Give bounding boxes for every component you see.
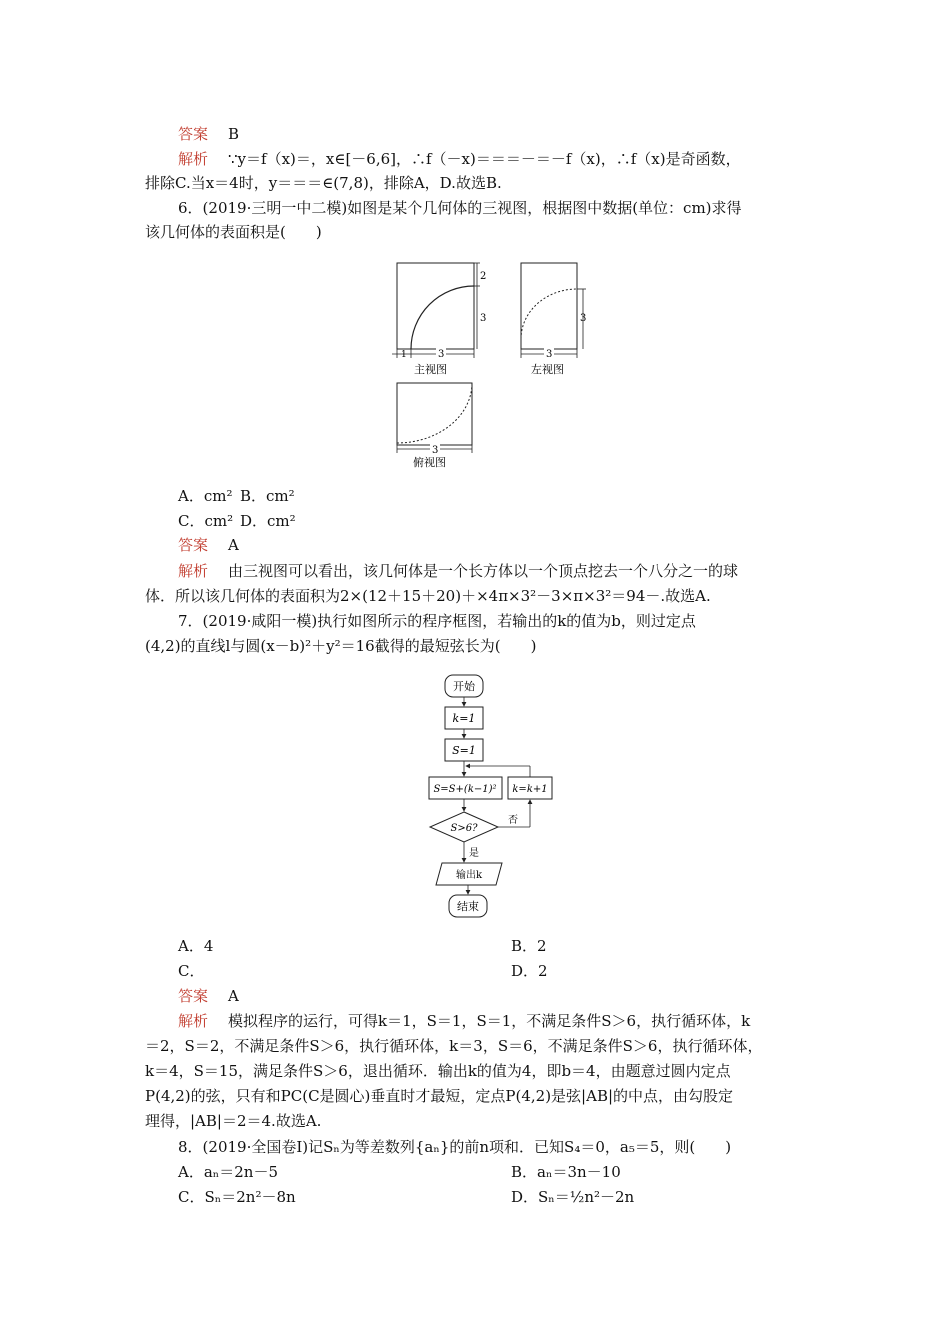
analysis-text: 排除C.当x＝4时，y＝＝＝∈(7,8)，排除A，D.故选B. [145,174,502,192]
answer-label: 答案 [178,125,209,143]
end-label: 结束 [457,900,479,913]
front-view [392,263,486,376]
option-b: B．2 [511,937,547,955]
output-label: 输出k [455,870,483,881]
answer-label: 答案 [178,987,209,1005]
dim-3-label: 3 [480,313,487,324]
option-d: D．cm² [240,512,296,530]
option-c: C． [178,962,205,980]
option-d: D．Sₙ＝½n²－2n [511,1188,635,1206]
dim-3-label: 3 [438,349,445,360]
update-k-label: k=k+1 [512,784,548,795]
left-view-label: 左视图 [531,363,564,376]
flowchart [420,670,570,925]
option-b: B．aₙ＝3n－10 [511,1163,621,1181]
option-d: D．2 [511,962,548,980]
dim-2-label: 2 [480,271,487,282]
question-text: 8．(2019·全国卷Ⅰ)记Sₙ为等差数列{aₙ}的前n项和．已知S₄＝0，a₅＝5，则( ) [178,1138,732,1156]
init-s-label: S=1 [452,744,476,757]
yes-label: 是 [469,848,479,859]
left-view [521,263,586,376]
analysis-text: k＝4，S＝15，满足条件S＞6，退出循环．输出k的值为4，即b＝4，由题意过圆内定点 [145,1062,731,1080]
answer-value: A [228,536,239,554]
update-s-label: S=S+(k−1)² [433,784,497,795]
option-c: C．Sₙ＝2n²－8n [178,1188,296,1206]
question-text: 该几何体的表面积是( ) [145,223,322,241]
question-text: 6．(2019·三明一中二模)如图是某个几何体的三视图，根据图中数据(单位：cm)求得 [178,199,742,217]
top-view-label: 俯视图 [413,456,446,469]
condition-label: S>6? [450,823,478,834]
init-k-label: k=1 [452,712,476,725]
front-view-label: 主视图 [414,363,447,376]
three-view-figure [380,255,600,470]
analysis-text: P(4,2)的弦，只有和PC(C是圆心)垂直时才最短，定点P(4,2)是弦|AB|的中点，由勾股定 [145,1087,734,1105]
dim-3-label: 3 [580,313,587,324]
option-b: B．cm² [240,487,295,505]
analysis-text: 体．所以该几何体的表面积为2×(12＋15＋20)＋×4π×3²－3×π×3²＝94－.故选A. [145,587,711,605]
start-label: 开始 [453,680,475,693]
analysis-text: 模拟程序的运行，可得k＝1，S＝1，S＝1，不满足条件S＞6，执行循环体，k [228,1012,751,1030]
answer-label: 答案 [178,536,209,554]
dim-3-label: 3 [432,445,439,456]
question-text: 7．(2019·咸阳一模)执行如图所示的程序框图，若输出的k的值为b，则过定点 [178,612,696,630]
analysis-text: 由三视图可以看出，该几何体是一个长方体以一个顶点挖去一个八分之一的球 [228,562,739,580]
analysis-label: 解析 [178,150,209,168]
option-a: A．aₙ＝2n－5 [178,1163,279,1181]
option-a: A．4 [178,937,214,955]
analysis-label: 解析 [178,1012,209,1030]
option-a: A．cm² [178,487,233,505]
analysis-label: 解析 [178,562,209,580]
dim-3-label: 3 [546,349,553,360]
analysis-text: 理得，|AB|＝2＝4.故选A. [145,1112,322,1130]
option-c: C．cm² [178,512,234,530]
answer-value: A [228,987,239,1005]
analysis-text: ∵y＝f（x)＝，x∈[－6,6]，∴f（－x)＝＝＝－＝－f（x)，∴f（x)是奇函数， [228,150,741,168]
no-label: 否 [508,815,518,826]
question-text: (4,2)的直线l与圆(x－b)²＋y²＝16截得的最短弦长为( ) [145,637,537,655]
top-view [397,383,472,469]
answer-value: B [228,125,240,143]
analysis-text: ＝2，S＝2，不满足条件S＞6，执行循环体，k＝3，S＝6，不满足条件S＞6，执行循环体， [145,1037,763,1055]
dim-1-label: 1 [401,350,407,360]
